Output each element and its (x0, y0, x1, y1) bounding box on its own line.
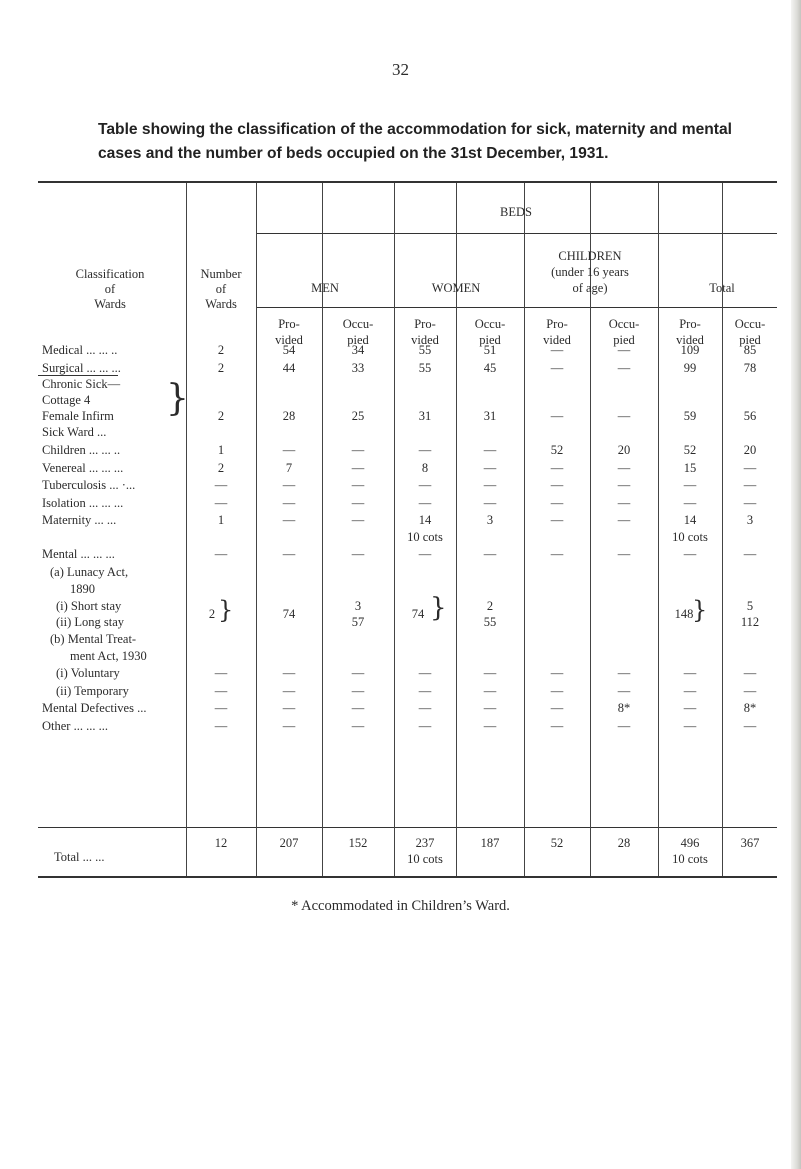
cell-women-p: — (418, 496, 432, 510)
cell-women-p: 55 (418, 361, 432, 375)
cell-total-o: 78 (743, 361, 757, 375)
cell-total-p: — (683, 547, 697, 561)
cell-total-p: 109 (680, 343, 700, 357)
row-label: Female Infirm (42, 409, 114, 423)
cell-total-o: 56 (743, 409, 757, 423)
cell-men-p: 7 (285, 461, 293, 475)
cell-men-o: — (351, 513, 365, 527)
row-label: Other ... ... ... (42, 719, 108, 733)
cell-women-o: 3 (486, 513, 494, 527)
cell-child-p: — (550, 701, 564, 715)
cell-total-p: 99 (683, 361, 697, 375)
cell-women-o: — (483, 701, 497, 715)
cell-men-o: — (351, 684, 365, 698)
row-label: (i) Voluntary (56, 666, 120, 680)
column-rule (394, 183, 395, 876)
cell-women-o: — (483, 443, 497, 457)
cell-men-p: — (282, 513, 296, 527)
number-of-wards-header: Number (200, 267, 242, 281)
provided-subheader: Pro- (278, 317, 300, 331)
cell-wards: — (214, 701, 228, 715)
cell-men-o: — (351, 547, 365, 561)
cell-child-p: — (550, 666, 564, 680)
cell-child-o: — (617, 547, 631, 561)
column-rule (658, 183, 659, 876)
total-child-p: 52 (550, 836, 564, 850)
cell-total-o: — (743, 461, 757, 475)
cell-child-p: — (550, 361, 564, 375)
classification-header: Classification (75, 267, 145, 281)
cell-women-p: — (418, 478, 432, 492)
classification-header: Wards (94, 297, 126, 311)
cell-total-o: — (743, 719, 757, 733)
cell-total-o: 3 (746, 513, 754, 527)
cell-men-o: — (351, 719, 365, 733)
label-underline (38, 375, 118, 376)
cell-women-o: — (483, 719, 497, 733)
row-label: Surgical ... ... ... (42, 361, 121, 375)
table-title: Table showing the classification of the accommodation for sick, maternity and mental cases and the number of beds occupied on the 31st December, 1931. (98, 121, 732, 162)
cell-wards: 2 (208, 607, 216, 621)
cell-men-o: — (351, 701, 365, 715)
chronic-sick-brace: } (166, 378, 189, 419)
page-number: 32 (392, 60, 409, 79)
cell-men-p: — (282, 719, 296, 733)
cell-men-p: — (282, 684, 296, 698)
total-total-p: 496 (680, 836, 700, 850)
cell-men-p: 28 (282, 409, 296, 423)
row-label: (ii) Long stay (56, 615, 125, 629)
row-label: ment Act, 1930 (70, 649, 147, 663)
classification-header: of (104, 282, 116, 296)
cell-wards: 2 (217, 343, 225, 357)
cell-women-o: 45 (483, 361, 497, 375)
cell-women-o: — (483, 684, 497, 698)
row-label: Children ... ... .. (42, 443, 121, 457)
cell-total-o: — (743, 496, 757, 510)
cell-women-o: — (483, 547, 497, 561)
row-label: Mental ... ... ... (42, 547, 115, 561)
column-rule (256, 183, 257, 876)
cell-men-o: 25 (351, 409, 365, 423)
women-header: WOMEN (431, 281, 481, 295)
cell-men-p: — (282, 666, 296, 680)
cell-child-o: — (617, 496, 631, 510)
cell-men-o: — (351, 461, 365, 475)
occupied-subheader: pied (613, 333, 635, 347)
cell-men-p: — (282, 547, 296, 561)
cell-women-o: 31 (483, 409, 497, 423)
cell-women-p: — (418, 684, 432, 698)
row-label: 1890 (70, 582, 95, 596)
cell-total-p: — (683, 701, 697, 715)
cell-total-p: — (683, 719, 697, 733)
cell-child-o: — (617, 513, 631, 527)
cell-men-p: 44 (282, 361, 296, 375)
cell-child-o: — (617, 361, 631, 375)
cell-child-p: — (550, 719, 564, 733)
column-rule (524, 183, 525, 876)
cell-women-p: — (418, 666, 432, 680)
row-label: Cottage 4 (42, 393, 91, 407)
cell-women-p: — (418, 443, 432, 457)
cell-total-o: 5 (746, 599, 754, 613)
number-of-wards-header: of (215, 282, 227, 296)
cell-child-p: — (550, 513, 564, 527)
cell-men-p: — (282, 443, 296, 457)
cell-total-o: 8* (743, 701, 757, 715)
cell-total-p: 14 (683, 513, 697, 527)
cell-women-o: 51 (483, 343, 497, 357)
cell-total-p: — (683, 478, 697, 492)
row-label: Chronic Sick— (42, 377, 121, 391)
occupied-subheader: Occu- (734, 317, 766, 331)
cell-wards: 1 (217, 513, 225, 527)
row-label: (ii) Temporary (56, 684, 129, 698)
cell-women-o: — (483, 461, 497, 475)
total-women-p: 237 (415, 836, 435, 850)
provided-subheader: vided (275, 333, 303, 347)
cell-wards: 1 (217, 443, 225, 457)
children-header: (under 16 years (551, 265, 629, 279)
cell-women-o: — (483, 496, 497, 510)
total-child-o: 28 (617, 836, 631, 850)
cell-total-p: 52 (683, 443, 697, 457)
cell-men-p: — (282, 701, 296, 715)
cell-child-p: — (550, 343, 564, 357)
cell-wards: — (214, 684, 228, 698)
cell-total-o: 85 (743, 343, 757, 357)
cell-total-p: 148 (674, 607, 694, 621)
cell-child-p: — (550, 461, 564, 475)
cell-child-p: — (550, 409, 564, 423)
cell-men-p: — (282, 478, 296, 492)
cell-wards: 2 (217, 461, 225, 475)
row-label: Medical ... ... .. (42, 343, 118, 357)
cell-total-o: — (743, 666, 757, 680)
cell-total-p: 59 (683, 409, 697, 423)
cell-total-o: — (743, 684, 757, 698)
cell-wards: — (214, 478, 228, 492)
cell-women-o: 2 (486, 599, 494, 613)
cell-total-p: 10 cots (672, 530, 708, 544)
cell-child-p: — (550, 684, 564, 698)
cell-women-p: — (418, 701, 432, 715)
occupied-subheader: Occu- (608, 317, 640, 331)
table-top-rule (38, 181, 777, 183)
beds-divider-rule (256, 233, 777, 234)
cell-men-o: 33 (351, 361, 365, 375)
cell-child-o: — (617, 409, 631, 423)
cell-men-o: 57 (351, 615, 365, 629)
subheader-rule (256, 307, 777, 308)
cell-child-o: — (617, 343, 631, 357)
row-label: (i) Short stay (56, 599, 122, 613)
cell-wards: 2 (217, 409, 225, 423)
cell-total-p: — (683, 666, 697, 680)
cell-men-o: — (351, 666, 365, 680)
cell-wards: 12 (214, 836, 228, 850)
cell-total-o: 112 (740, 615, 760, 629)
total-total-cots: 10 cots (672, 852, 708, 866)
provided-subheader: Pro- (679, 317, 701, 331)
cell-men-o: — (351, 478, 365, 492)
cell-women-p: 31 (418, 409, 432, 423)
cell-women-o: 55 (483, 615, 497, 629)
total-women-cots: 10 cots (407, 852, 443, 866)
cell-child-o: — (617, 461, 631, 475)
cell-women-p: — (418, 547, 432, 561)
cell-women-p: 74 (411, 607, 425, 621)
cell-total-o: — (743, 478, 757, 492)
children-header: CHILDREN (558, 249, 622, 263)
total-header: Total (709, 281, 735, 295)
cell-total-o: 20 (743, 443, 757, 457)
cell-total-o: — (743, 547, 757, 561)
cell-women-p: — (418, 719, 432, 733)
provided-subheader: vided (411, 333, 439, 347)
cell-child-o: — (617, 684, 631, 698)
cell-men-o: 34 (351, 343, 365, 357)
number-of-wards-header: Wards (205, 297, 237, 311)
cell-women-o: — (483, 478, 497, 492)
provided-subheader: Pro- (414, 317, 436, 331)
total-row-label: Total ... ... (54, 850, 105, 864)
stay-brace: } (692, 596, 708, 624)
cell-men-p: 74 (282, 607, 296, 621)
row-label: Tuberculosis ... ·... (42, 478, 136, 492)
total-men-o: 152 (348, 836, 368, 850)
children-header: of age) (572, 281, 608, 295)
total-rule (38, 827, 777, 828)
cell-women-o: — (483, 666, 497, 680)
cell-men-p: — (282, 496, 296, 510)
column-rule (186, 183, 187, 876)
provided-subheader: Pro- (546, 317, 568, 331)
cell-women-p: 8 (421, 461, 429, 475)
cell-child-p: — (550, 547, 564, 561)
page-edge (791, 0, 801, 1169)
row-label: Sick Ward ... (42, 425, 107, 439)
row-label: Maternity ... ... (42, 513, 117, 527)
cell-wards: 2 (217, 361, 225, 375)
table-bottom-rule (38, 876, 777, 878)
beds-header: BEDS (500, 205, 532, 219)
cell-men-o: — (351, 496, 365, 510)
row-label: Isolation ... ... ... (42, 496, 124, 510)
total-women-o: 187 (480, 836, 500, 850)
cell-total-p: — (683, 684, 697, 698)
cell-child-o: 20 (617, 443, 631, 457)
occupied-subheader: Occu- (342, 317, 374, 331)
cell-wards: — (214, 547, 228, 561)
footnote: * Accommodated in Children’s Ward. (291, 898, 510, 914)
cell-women-p: 10 cots (407, 530, 443, 544)
stay-brace: } (430, 593, 447, 623)
occupied-subheader: pied (479, 333, 501, 347)
occupied-subheader: Occu- (474, 317, 506, 331)
cell-child-p: 52 (550, 443, 564, 457)
cell-child-o: — (617, 666, 631, 680)
provided-subheader: vided (543, 333, 571, 347)
cell-men-o: 3 (354, 599, 362, 613)
occupied-subheader: pied (347, 333, 369, 347)
row-label: Venereal ... ... ... (42, 461, 124, 475)
cell-child-p: — (550, 496, 564, 510)
cell-child-o: 8* (617, 701, 631, 715)
cell-men-p: 54 (282, 343, 296, 357)
cell-wards: — (214, 719, 228, 733)
men-header: MEN (311, 281, 339, 295)
row-label: Mental Defectives ... (42, 701, 147, 715)
provided-subheader: vided (676, 333, 704, 347)
cell-women-p: 14 (418, 513, 432, 527)
stay-brace: } (218, 596, 234, 624)
cell-child-o: — (617, 719, 631, 733)
cell-total-p: — (683, 496, 697, 510)
occupied-subheader: pied (739, 333, 761, 347)
cell-child-o: — (617, 478, 631, 492)
cell-wards: — (214, 666, 228, 680)
cell-child-p: — (550, 478, 564, 492)
total-men-p: 207 (279, 836, 299, 850)
cell-men-o: — (351, 443, 365, 457)
cell-total-p: 15 (683, 461, 697, 475)
row-label: (b) Mental Treat- (50, 632, 137, 646)
cell-women-p: 55 (418, 343, 432, 357)
cell-wards: — (214, 496, 228, 510)
total-total-o: 367 (740, 836, 760, 850)
row-label: (a) Lunacy Act, (50, 565, 129, 579)
